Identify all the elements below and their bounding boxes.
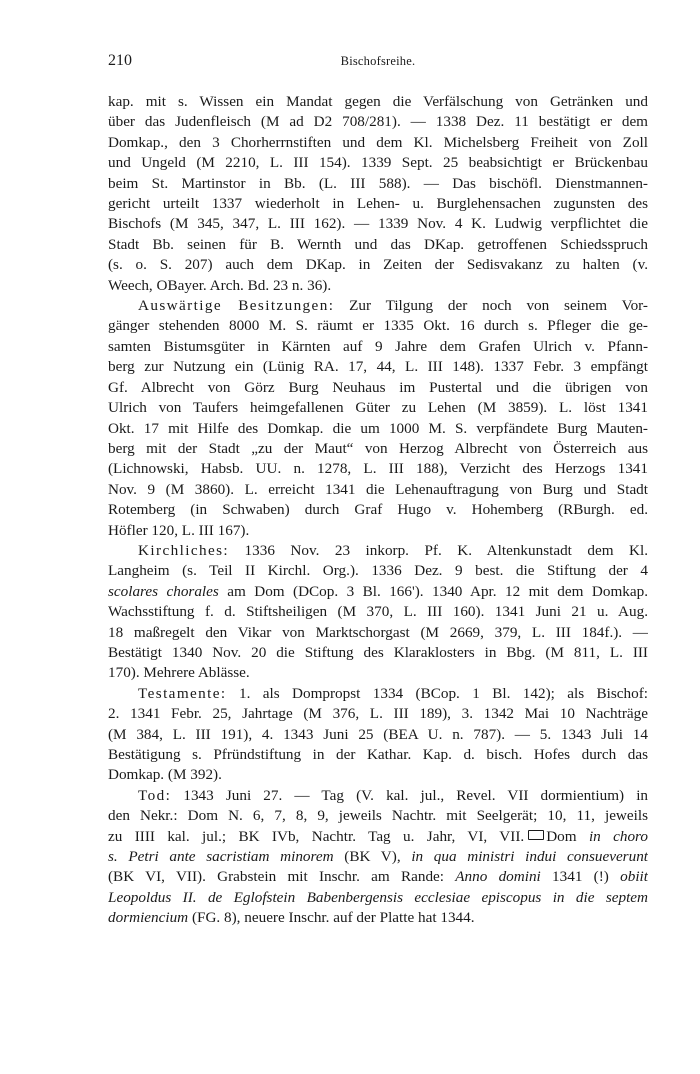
section-heading: Testamente: xyxy=(138,684,227,702)
body-text xyxy=(108,92,648,929)
text-line: (Lichnowski, Habsb. UU. n. 1278, L. III 188), Verzicht des Herzogs 1341 xyxy=(108,460,648,478)
text-line: gericht urteilt 1337 wiederholt in Lehen- u. Burglehensachen zugunsten des xyxy=(108,195,648,213)
text-line: über das Judenfleisch (M ad D2 708/281). — 1338 Dez. 11 bestätigt er dem xyxy=(108,113,648,131)
text-line: beim St. Martinstor in Bb. (L. III 588). — Das bischöfl. Dienstmannen- xyxy=(108,174,648,192)
italic-text: in qua ministri indui consueverunt xyxy=(411,848,648,866)
text-line xyxy=(108,847,648,867)
text-line xyxy=(108,867,648,887)
text-line: Nov. 9 (M 3860). L. erreicht 1341 die Lehenauftragung von Burg und Stadt xyxy=(108,480,648,498)
text-line: 2. 1341 Febr. 25, Jahrtage (M 376, L. III 189), 3. 1342 Mai 10 Nachträge xyxy=(108,705,648,723)
text-span: Zur Tilgung der noch von seinem Vor- xyxy=(349,297,648,315)
text-line: Ulrich von Taufers heimgefallenen Güter zu Lehen (M 3859). L. löst 1341 xyxy=(108,399,648,417)
text-span: 1341 (!) xyxy=(552,868,609,886)
text-span: 1343 Juni 27. — Tag (V. kal. jul., Revel. VII dormientium) in xyxy=(183,786,648,804)
running-title: Bischofsreihe. xyxy=(340,54,416,68)
text-line: berg mit der Stadt „zu der Maut“ von Herzog Albrecht von Österreich aus xyxy=(108,439,648,457)
text-line xyxy=(108,908,648,928)
paragraph-auswaertige xyxy=(108,296,648,316)
section-heading: Tod: xyxy=(138,786,172,804)
italic-text: scolares chorales xyxy=(108,582,219,600)
text-line: Bestätigt 1340 Nov. 20 die Stiftung des Klaraklosters in Bbg. (M 811, L. III xyxy=(108,643,648,661)
text-line: Okt. 17 mit Hilfe des Domkap. die um 1000 M. S. verpfändete Burg Mauten- xyxy=(108,419,648,437)
text-span: am Dom (DCop. 3 Bl. 166'). 1340 Apr. 12 mit dem Domkap. xyxy=(227,582,648,600)
text-line: Rotemberg (in Schwaben) durch Graf Hugo v. Hohemberg (RBurgh. ed. xyxy=(108,501,648,519)
text-line: (s. o. S. 207) auch dem DKap. in Zeiten der Sedisvakanz zu halten (v. xyxy=(108,256,648,274)
text-line: den Nekr.: Dom N. 6, 7, 8, 9, jeweils Nachtr. mit Seelgerät; 10, 11, jeweils xyxy=(108,807,648,825)
text-span: zu IIII kal. jul.; BK IVb, Nachtr. Tag u. Jahr, VI, VII. xyxy=(108,827,525,845)
text-line: Wachsstiftung f. d. Stiftsheiligen (M 370, L. III 160). 1341 Juni 21 u. Aug. xyxy=(108,603,648,621)
text-line: (M 384, L. III 191), 4. 1343 Juni 25 (BEA U. n. 787). — 5. 1343 Juli 14 xyxy=(108,725,648,743)
text-line: 170). Mehrere Ablässe. xyxy=(108,664,250,682)
text-line: Stadt Bb. seinen für B. Wernth und das DKap. getroffenen Schiedsspruch xyxy=(108,235,648,253)
text-line xyxy=(108,582,648,602)
italic-text: s. Petri ante sacristiam minorem xyxy=(108,848,334,866)
text-line: Bestätigung s. Pfründstiftung in der Kathar. Kap. d. bisch. Hofes durch das xyxy=(108,746,648,763)
text-line xyxy=(108,827,648,847)
text-span: 1336 Nov. 23 inkorp. Pf. K. Altenkunstadt dem Kl. xyxy=(244,541,648,559)
text-line: Höfler 120, L. III 167). xyxy=(108,521,250,539)
section-heading: Auswärtige Besitzungen: xyxy=(138,297,335,315)
text-line: Gf. Albrecht von Görz Burg Neuhaus im Pustertal und die übrigen von xyxy=(108,378,648,396)
text-line: berg zur Nutzung ein (Lünig RA. 17, 44, L. III 148). 1337 Febr. 3 empfängt xyxy=(108,358,648,376)
text-line: und Ungeld (M 2210, L. III 154). 1339 Sept. 25 beabsichtigt er Brückenbau xyxy=(108,154,648,172)
text-span: (BK V), xyxy=(344,848,401,866)
page-header xyxy=(108,52,648,74)
box-symbol-icon xyxy=(528,830,544,840)
text-line: Domkap. (M 392). xyxy=(108,766,222,784)
text-span: (FG. 8), neuere Inschr. auf der Platte hat 1344. xyxy=(191,909,475,927)
page-number: 210 xyxy=(108,52,132,69)
text-line: gänger stehenden 8000 M. S. räumt er 1335 Okt. 16 durch s. Pfleger die ge- xyxy=(108,317,648,335)
italic-text: obiit xyxy=(620,868,648,886)
text-span: 1. als Dompropst 1334 (BCop. 1 Bl. 142); als Bischof: xyxy=(238,684,648,702)
text-line: Bischofs (M 345, 347, L. III 162). — 1339 Nov. 4 K. Ludwig verpflichtet die xyxy=(108,215,648,233)
section-heading: Kirchliches: xyxy=(138,541,230,559)
text-line: kap. mit s. Wissen ein Mandat gegen die Verfälschung von Getränken und xyxy=(108,93,648,110)
paragraph-testamente xyxy=(108,684,648,704)
text-span: (BK VI, VII). Grabstein mit Inschr. am Rande: xyxy=(108,868,444,886)
italic-text: in choro xyxy=(588,827,648,845)
text-line: Domkap., den 3 Chorherrnstiften und dem Kl. Michelsberg Freiheit von Zoll xyxy=(108,133,648,151)
text-line: Leopoldus II. de Eglofstein Babenbergensis ecclesiae episcopus in die septem xyxy=(108,888,648,906)
text-line: Weech, OBayer. Arch. Bd. 23 n. 36). xyxy=(108,276,332,294)
text-line: Langheim (s. Teil II Kirchl. Org.). 1336 Dez. 9 best. die Stiftung der 4 xyxy=(108,562,648,580)
paragraph-tod xyxy=(108,786,648,806)
italic-text: dormiencium xyxy=(108,909,189,927)
text-span: Dom xyxy=(546,827,577,845)
text-line: samten Bistumsgüter in Kärnten auf 9 Jahre dem Grafen Ulrich v. Pfann- xyxy=(108,337,648,355)
italic-text: Anno domini xyxy=(455,868,541,886)
paragraph-kirchliches xyxy=(108,541,648,561)
text-line: 18 maßregelt den Vikar von Marktschorgast (M 2669, 379, L. III 184f.). — xyxy=(108,623,648,641)
